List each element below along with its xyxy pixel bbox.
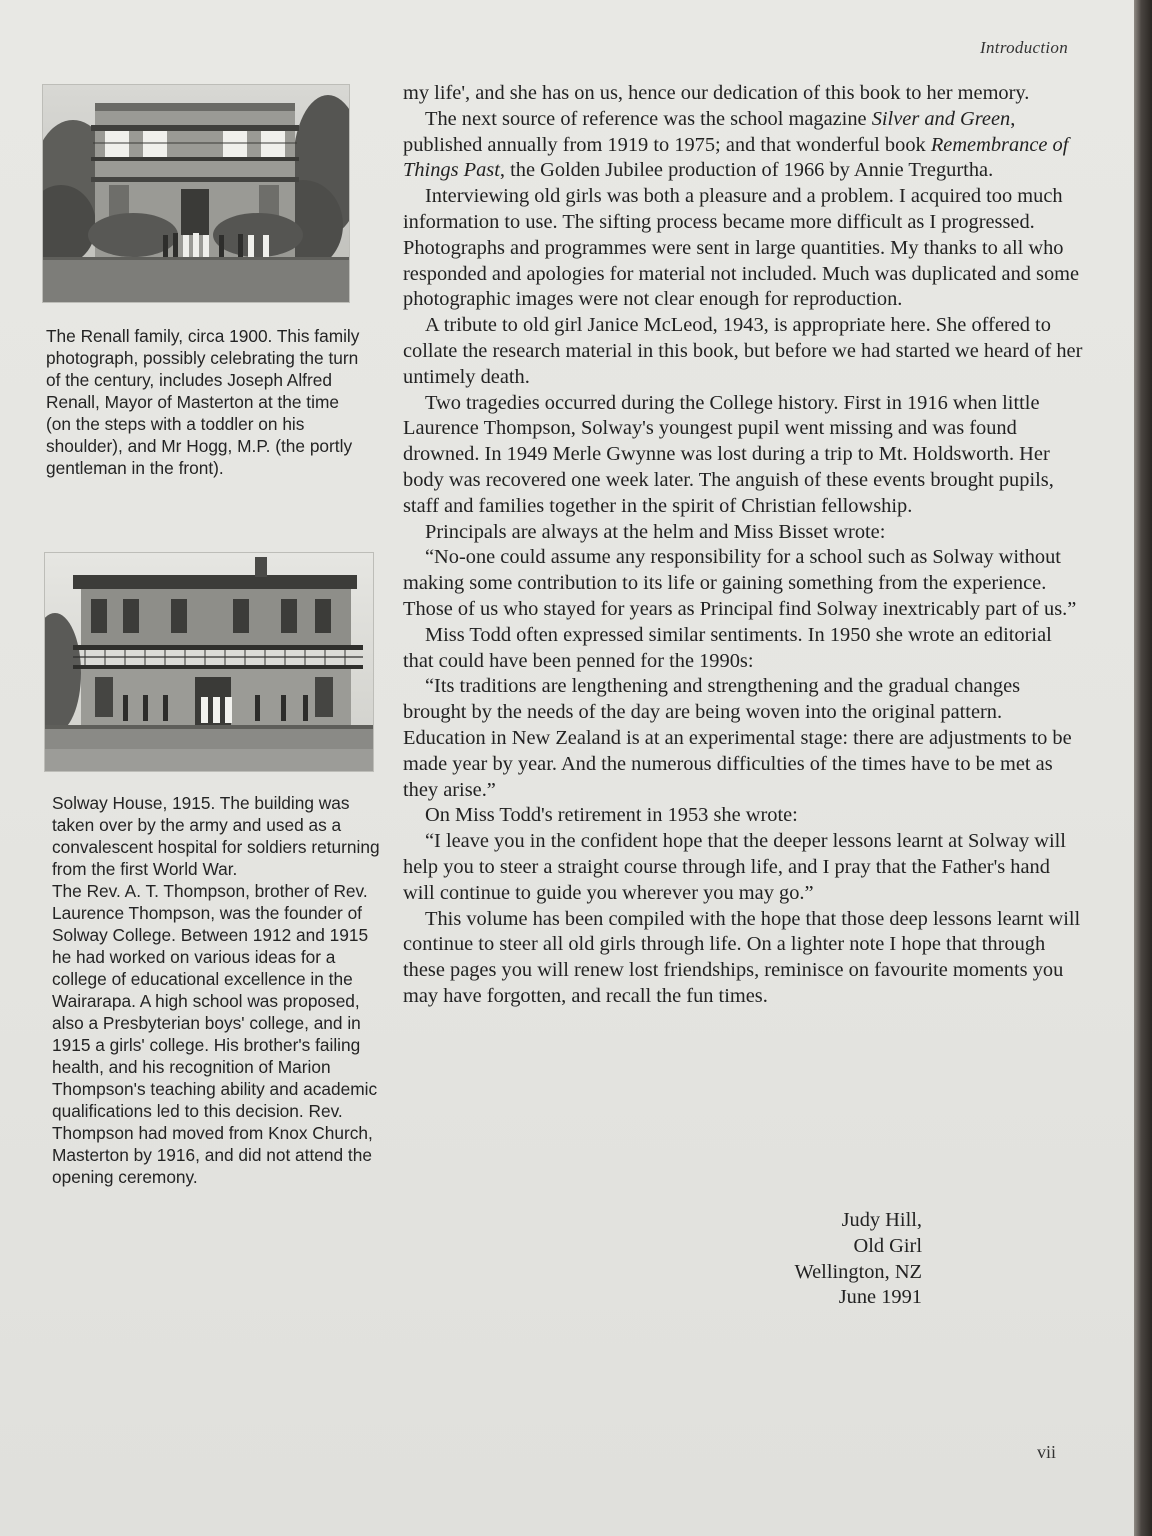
- paragraph-todd-retirement: On Miss Todd's retirement in 1953 she wrote:: [425, 804, 798, 827]
- magazine-title: Silver and Green: [871, 107, 1011, 130]
- photograph-of-two-storey-house-icon: [45, 553, 373, 771]
- paragraph-sources: [403, 107, 1083, 184]
- page-number: vii: [1036, 1442, 1056, 1462]
- thompson-note: The Rev. A. T. Thompson, brother of Rev. Laurence Thompson, was the founder of Solway College. Between 1912 and 1915 he had worked on various ideas for a college of educational excellence in the Wairarapa. A high school was proposed, also a Presbyterian boys' college, and in 1915 a girls' college. His brother's failing health, and his recognition of Marion Thompson's teaching ability and academic qualifications led to this decision. Rev. Thompson had moved from Knox Church, Masterton by 1916, and did not attend the opening ceremony.: [52, 881, 378, 1187]
- paragraph-tragedies: Two tragedies occurred during the College history. First in 1916 when little Laurence Thompson, Solway's youngest pupil went missing and was found drowned. In 1949 Merle Gwynne was lost during a trip to Mt. Holdsworth. Her body was recovered one week later. The anguish of these events brought pupils, staff and families together in the spirit of Christian fellowship.: [403, 391, 1054, 517]
- author-place: Wellington, NZ: [794, 1260, 922, 1283]
- author-role: Old Girl: [853, 1234, 922, 1257]
- paragraph-sources-c: , the Golden Jubilee production of 1966 by Annie Tregurtha.: [499, 159, 994, 182]
- paragraph-closing: This volume has been compiled with the hope that those deep lessons learnt will continue to steer all old girls through life. On a lighter note I hope that through these pages you will renew lost friendships, reminisce on favourite moments you may have forgotten, and recall the fun times.: [403, 907, 1081, 1007]
- page-edge-shadow: [1134, 0, 1152, 1536]
- paragraph-tribute: A tribute to old girl Janice McLeod, 1943, is appropriate here. She offered to collate the research material in this book, but before we had started we heard of her untimely death.: [403, 314, 1083, 388]
- body-text: [403, 81, 1083, 1010]
- quote-todd-1950: “Its traditions are lengthening and strengthening and the gradual changes brought by the needs of the day are being woven into the original pattern. Education in New Zealand is at an experimental stage: there are adjustments to be made year by year. And the numerous difficulties of the times have to be met as they arise.”: [403, 675, 1072, 801]
- paragraph-sources-b: , published annually from 1919 to 1975; and that wonderful book: [403, 107, 1016, 156]
- paragraph-interviewing: Interviewing old girls was both a pleasure and a problem. I acquired too much information to use. The sifting process became more difficult as I progressed. Photographs and programmes were sent in large quantities. My thanks to all who responded and apologies for material not included. Much was duplicated and some photographic images were not clear enough for reproduction.: [403, 185, 1080, 311]
- photo-1-caption: [46, 325, 368, 479]
- photograph-of-house-with-family-icon: [43, 85, 349, 302]
- paragraph-principals: Principals are always at the helm and Miss Bisset wrote:: [425, 520, 886, 543]
- paragraph-continuation: my life', and she has on us, hence our dedication of this book to her memory.: [403, 82, 1030, 104]
- paragraph-sources-a: The next source of reference was the school magazine: [425, 107, 872, 130]
- author-name: Judy Hill,: [841, 1209, 922, 1231]
- signature-block: [600, 1208, 922, 1311]
- signature-date: June 1991: [838, 1286, 922, 1309]
- book-title: Remembrance of Things Past: [403, 133, 1069, 182]
- photo-2-caption-text: Solway House, 1915. The building was taken over by the army and used as a convalescent hospital for soldiers returning from the first World War.: [52, 793, 380, 879]
- photo-1-caption-text: The Renall family, circa 1900. This family photograph, possibly celebrating the turn of the century, includes Joseph Alfred Renall, Mayor of Masterton at the time (on the steps with a toddler on his shoulder), and Mr Hogg, M.P. (the portly gentleman in the front).: [46, 326, 360, 478]
- renall-family-photo: [42, 84, 350, 303]
- paragraph-todd-1950: Miss Todd often expressed similar sentiments. In 1950 she wrote an editorial that could have been penned for the 1990s:: [403, 623, 1052, 672]
- quote-bisset: “No-one could assume any responsibility for a school such as Solway without making some contribution to its life or gaining something from the experience. Those of us who stayed for years as Principal find Solway inextricably part of us.”: [403, 546, 1077, 620]
- quote-todd-1953: “I leave you in the confident hope that the deeper lessons learnt at Solway will help you to steer a straight course through life, and I pray that the Father's hand will continue to guide you wherever you may go.”: [403, 830, 1066, 904]
- running-head: Introduction: [980, 38, 1068, 57]
- solway-house-photo: [44, 552, 374, 772]
- photo-2-caption: [52, 792, 382, 1188]
